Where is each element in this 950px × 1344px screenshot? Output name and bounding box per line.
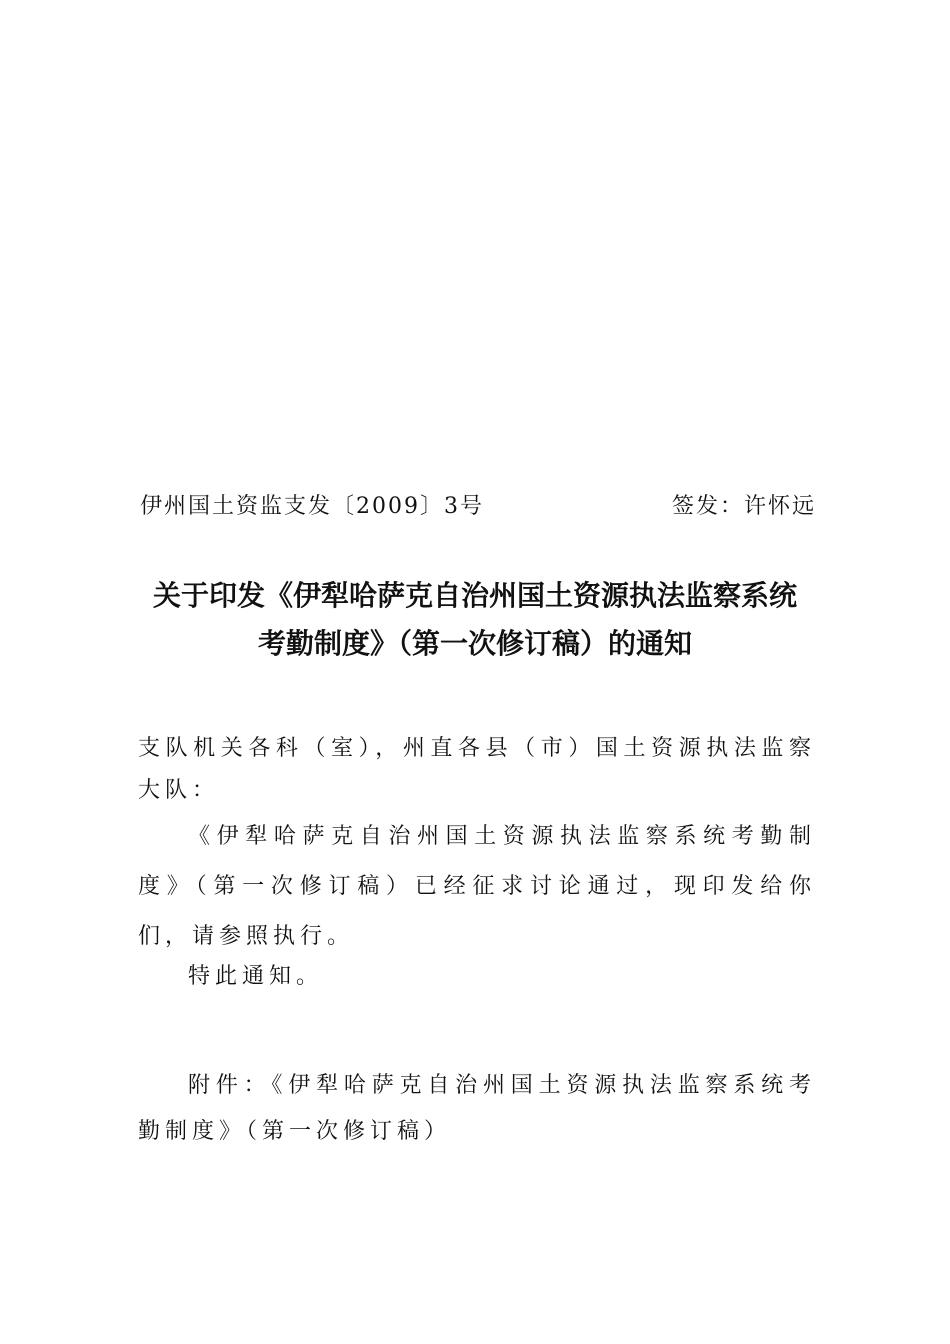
document-title [100,572,850,668]
attachment-note: 附件：《伊犁哈萨克自治州国土资源执法监察系统考勤制度》（第一次修订稿） [138,1073,816,1144]
addressee: 支队机关各科（室），州直各县（市）国土资源执法监察大队： [138,736,816,803]
closing-line: 特此通知。 [188,964,324,989]
title-line-1: 关于印发《伊犁哈萨克自治州国土资源执法监察系统 [152,579,797,612]
body-paragraph: 《伊犁哈萨克自治州国土资源执法监察系统考勤制度》（第一次修订稿）已经征求讨论通过，现印发给你们，请参照执行。 [138,824,816,949]
signer: 签发：许怀远 [671,494,816,519]
doc-header-line [140,490,816,524]
title-line-2: 考勤制度》（第一次修订稿）的通知 [257,627,692,660]
document-number: 伊州国土资监支发〔2009〕3号 [140,494,484,519]
